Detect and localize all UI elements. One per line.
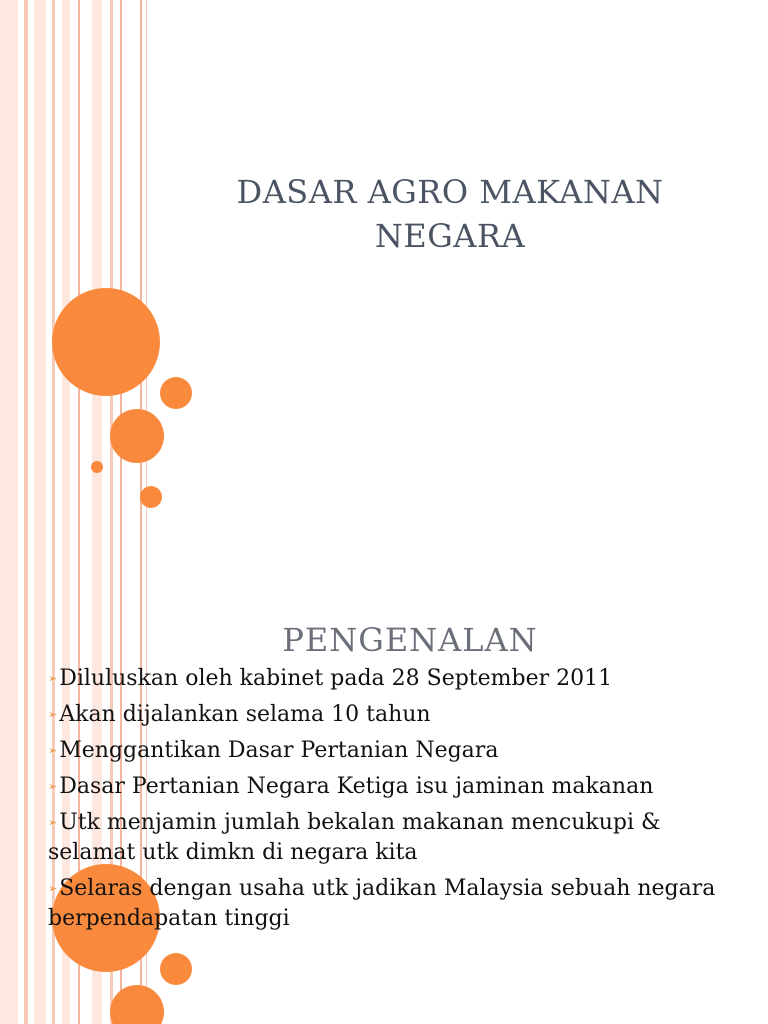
decorative-stripe bbox=[24, 0, 28, 512]
list-item bbox=[48, 808, 738, 868]
decorative-stripe bbox=[78, 0, 80, 512]
decorative-stripe bbox=[0, 0, 18, 512]
list-item-text: Utk menjamin jumlah bekalan makanan mencukupi & selamat utk dimkn di negara kita bbox=[48, 810, 661, 865]
bullet-list bbox=[48, 664, 738, 940]
arrow-bullet-icon: ➢ bbox=[48, 708, 58, 721]
list-item-text: Akan dijalankan selama 10 tahun bbox=[59, 702, 431, 727]
decorative-circle bbox=[160, 377, 192, 409]
decorative-circle bbox=[110, 985, 164, 1024]
list-item-text: Diluluskan oleh kabinet pada 28 September 2011 bbox=[59, 666, 613, 691]
decorative-stripe bbox=[62, 0, 70, 512]
slide-2 bbox=[0, 512, 768, 1024]
decorative-stripe bbox=[0, 512, 18, 1024]
decorative-stripe bbox=[52, 0, 55, 512]
decorative-circle bbox=[52, 288, 160, 396]
list-item bbox=[48, 874, 738, 934]
decorative-stripe bbox=[92, 0, 102, 512]
decorative-circle bbox=[91, 461, 103, 473]
list-item bbox=[48, 664, 738, 694]
list-item bbox=[48, 700, 738, 730]
arrow-bullet-icon: ➢ bbox=[48, 672, 58, 685]
decorative-stripe bbox=[34, 512, 46, 1024]
list-item bbox=[48, 736, 738, 766]
arrow-bullet-icon: ➢ bbox=[48, 780, 58, 793]
decorative-stripe bbox=[24, 512, 28, 1024]
decorative-circle bbox=[140, 486, 162, 508]
arrow-bullet-icon: ➢ bbox=[48, 816, 58, 829]
decorative-circle bbox=[160, 953, 192, 985]
arrow-bullet-icon: ➢ bbox=[48, 882, 58, 895]
arrow-bullet-icon: ➢ bbox=[48, 744, 58, 757]
slide-title: DASAR AGRO MAKANAN NEGARA bbox=[236, 173, 664, 255]
list-item-text: Selaras dengan usaha utk jadikan Malaysia sebuah negara berpendapatan tinggi bbox=[48, 876, 716, 931]
list-item-text: Menggantikan Dasar Pertanian Negara bbox=[59, 738, 499, 763]
list-item-text: Dasar Pertanian Negara Ketiga isu jaminan makanan bbox=[59, 774, 654, 799]
decorative-stripe bbox=[34, 0, 46, 512]
section-heading: PENGENALAN bbox=[282, 621, 538, 659]
list-item bbox=[48, 772, 738, 802]
decorative-circle bbox=[110, 409, 164, 463]
